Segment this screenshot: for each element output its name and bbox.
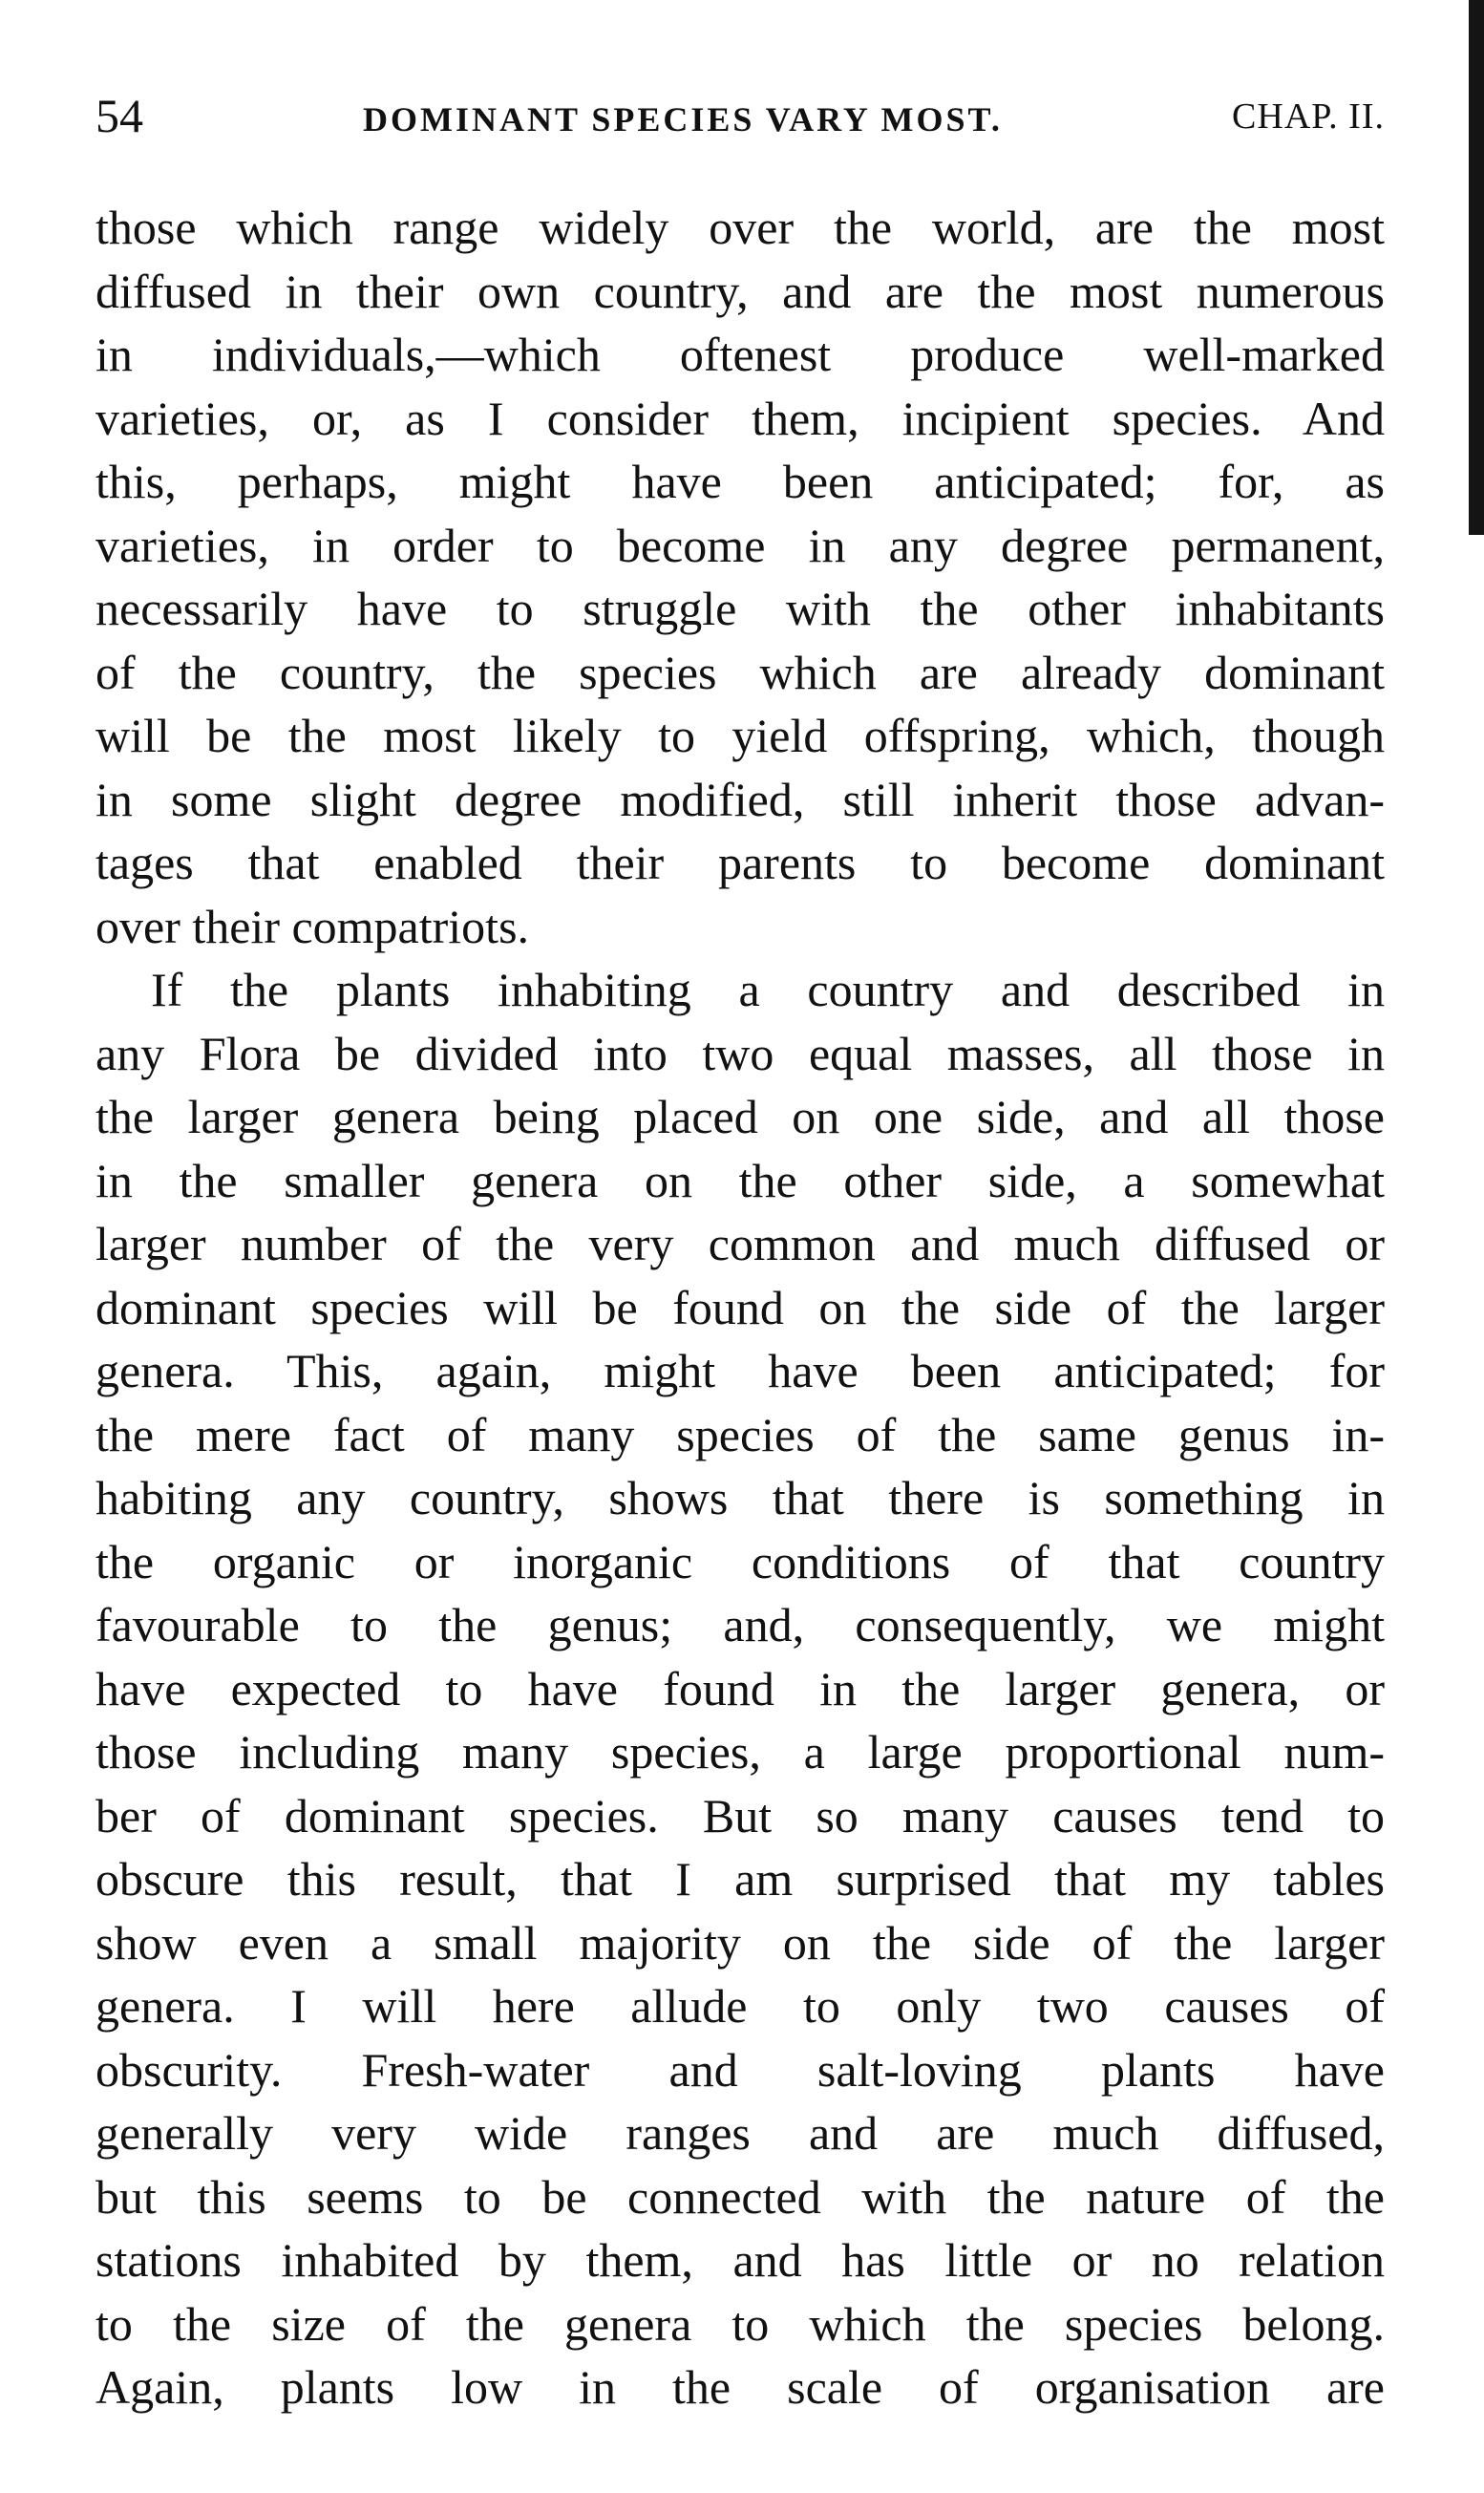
text-line: in the smaller genera on the other side, a somewhat bbox=[95, 1153, 1385, 1207]
text-line: larger number of the very common and much diffused or bbox=[95, 1217, 1385, 1270]
text-line: varieties, or, as I consider them, incipient species. And bbox=[95, 391, 1385, 445]
text-line: Again, plants low in the scale of organisation are bbox=[95, 2360, 1385, 2414]
text-line: have expected to have found in the larger genera, or bbox=[95, 1661, 1385, 1715]
page-header bbox=[95, 88, 1385, 145]
text-line: the organic or inorganic conditions of that country bbox=[95, 1534, 1385, 1588]
running-title: DOMINANT SPECIES VARY MOST. bbox=[363, 100, 1003, 138]
chapter-label: CHAP. II. bbox=[1232, 96, 1385, 137]
text-line: over their compatriots. bbox=[95, 899, 530, 953]
text-line: dominant species will be found on the side of the larger bbox=[95, 1280, 1385, 1334]
text-line: those which range widely over the world, are the most bbox=[95, 201, 1385, 254]
text-line: the mere fact of many species of the same genus in- bbox=[95, 1407, 1385, 1461]
text-line: habiting any country, shows that there is something in bbox=[95, 1471, 1385, 1524]
text-line: diffused in their own country, and are the most numerous bbox=[95, 264, 1385, 318]
paragraph-2 bbox=[95, 958, 1385, 2419]
text-line: genera. I will here allude to only two causes of bbox=[95, 1979, 1385, 2033]
text-line: ber of dominant species. But so many causes tend to bbox=[95, 1788, 1385, 1843]
text-line: varieties, in order to become in any degree permanent, bbox=[95, 518, 1385, 572]
text-line: obscure this result, that I am surprised that my tables bbox=[95, 1852, 1385, 1906]
text-line: necessarily have to struggle with the other inhabitants bbox=[95, 582, 1385, 635]
text-line: generally very wide ranges and are much diffused, bbox=[95, 2106, 1385, 2160]
text-line: favourable to the genus; and, consequently, we might bbox=[95, 1598, 1385, 1651]
paragraph-1 bbox=[95, 196, 1385, 958]
text-line: this, perhaps, might have been anticipated; for, as bbox=[95, 455, 1385, 508]
text-line: will be the most likely to yield offspring, which, though bbox=[95, 709, 1385, 762]
text-line: but this seems to be connected with the nature of the bbox=[95, 2169, 1385, 2224]
body-text bbox=[95, 196, 1385, 2419]
text-line: obscurity. Fresh-water and salt-loving plants have bbox=[95, 2042, 1385, 2097]
text-line: the larger genera being placed on one side, and all those bbox=[95, 1090, 1385, 1143]
text-line: in individuals,—which oftenest produce well-marked bbox=[95, 328, 1385, 381]
text-line: show even a small majority on the side of the larger bbox=[95, 1915, 1385, 1970]
text-line: in some slight degree modified, still inherit those advan- bbox=[95, 772, 1385, 826]
text-line: of the country, the species which are already dominant bbox=[95, 645, 1385, 699]
page-edge-shadow bbox=[1469, 0, 1484, 535]
text-line: genera. This, again, might have been anticipated; for bbox=[95, 1344, 1385, 1397]
text-line: stations inhabited by them, and has little or no relation bbox=[95, 2233, 1385, 2287]
text-line: those including many species, a large proportional num- bbox=[95, 1725, 1385, 1779]
text-line: If the plants inhabiting a country and described in bbox=[151, 963, 1385, 1016]
text-line: tages that enabled their parents to become dominant bbox=[95, 836, 1385, 889]
text-line: any Flora be divided into two equal masses, all those in bbox=[95, 1026, 1385, 1080]
page-number: 54 bbox=[95, 89, 143, 142]
text-line: to the size of the genera to which the species belong. bbox=[95, 2296, 1385, 2351]
